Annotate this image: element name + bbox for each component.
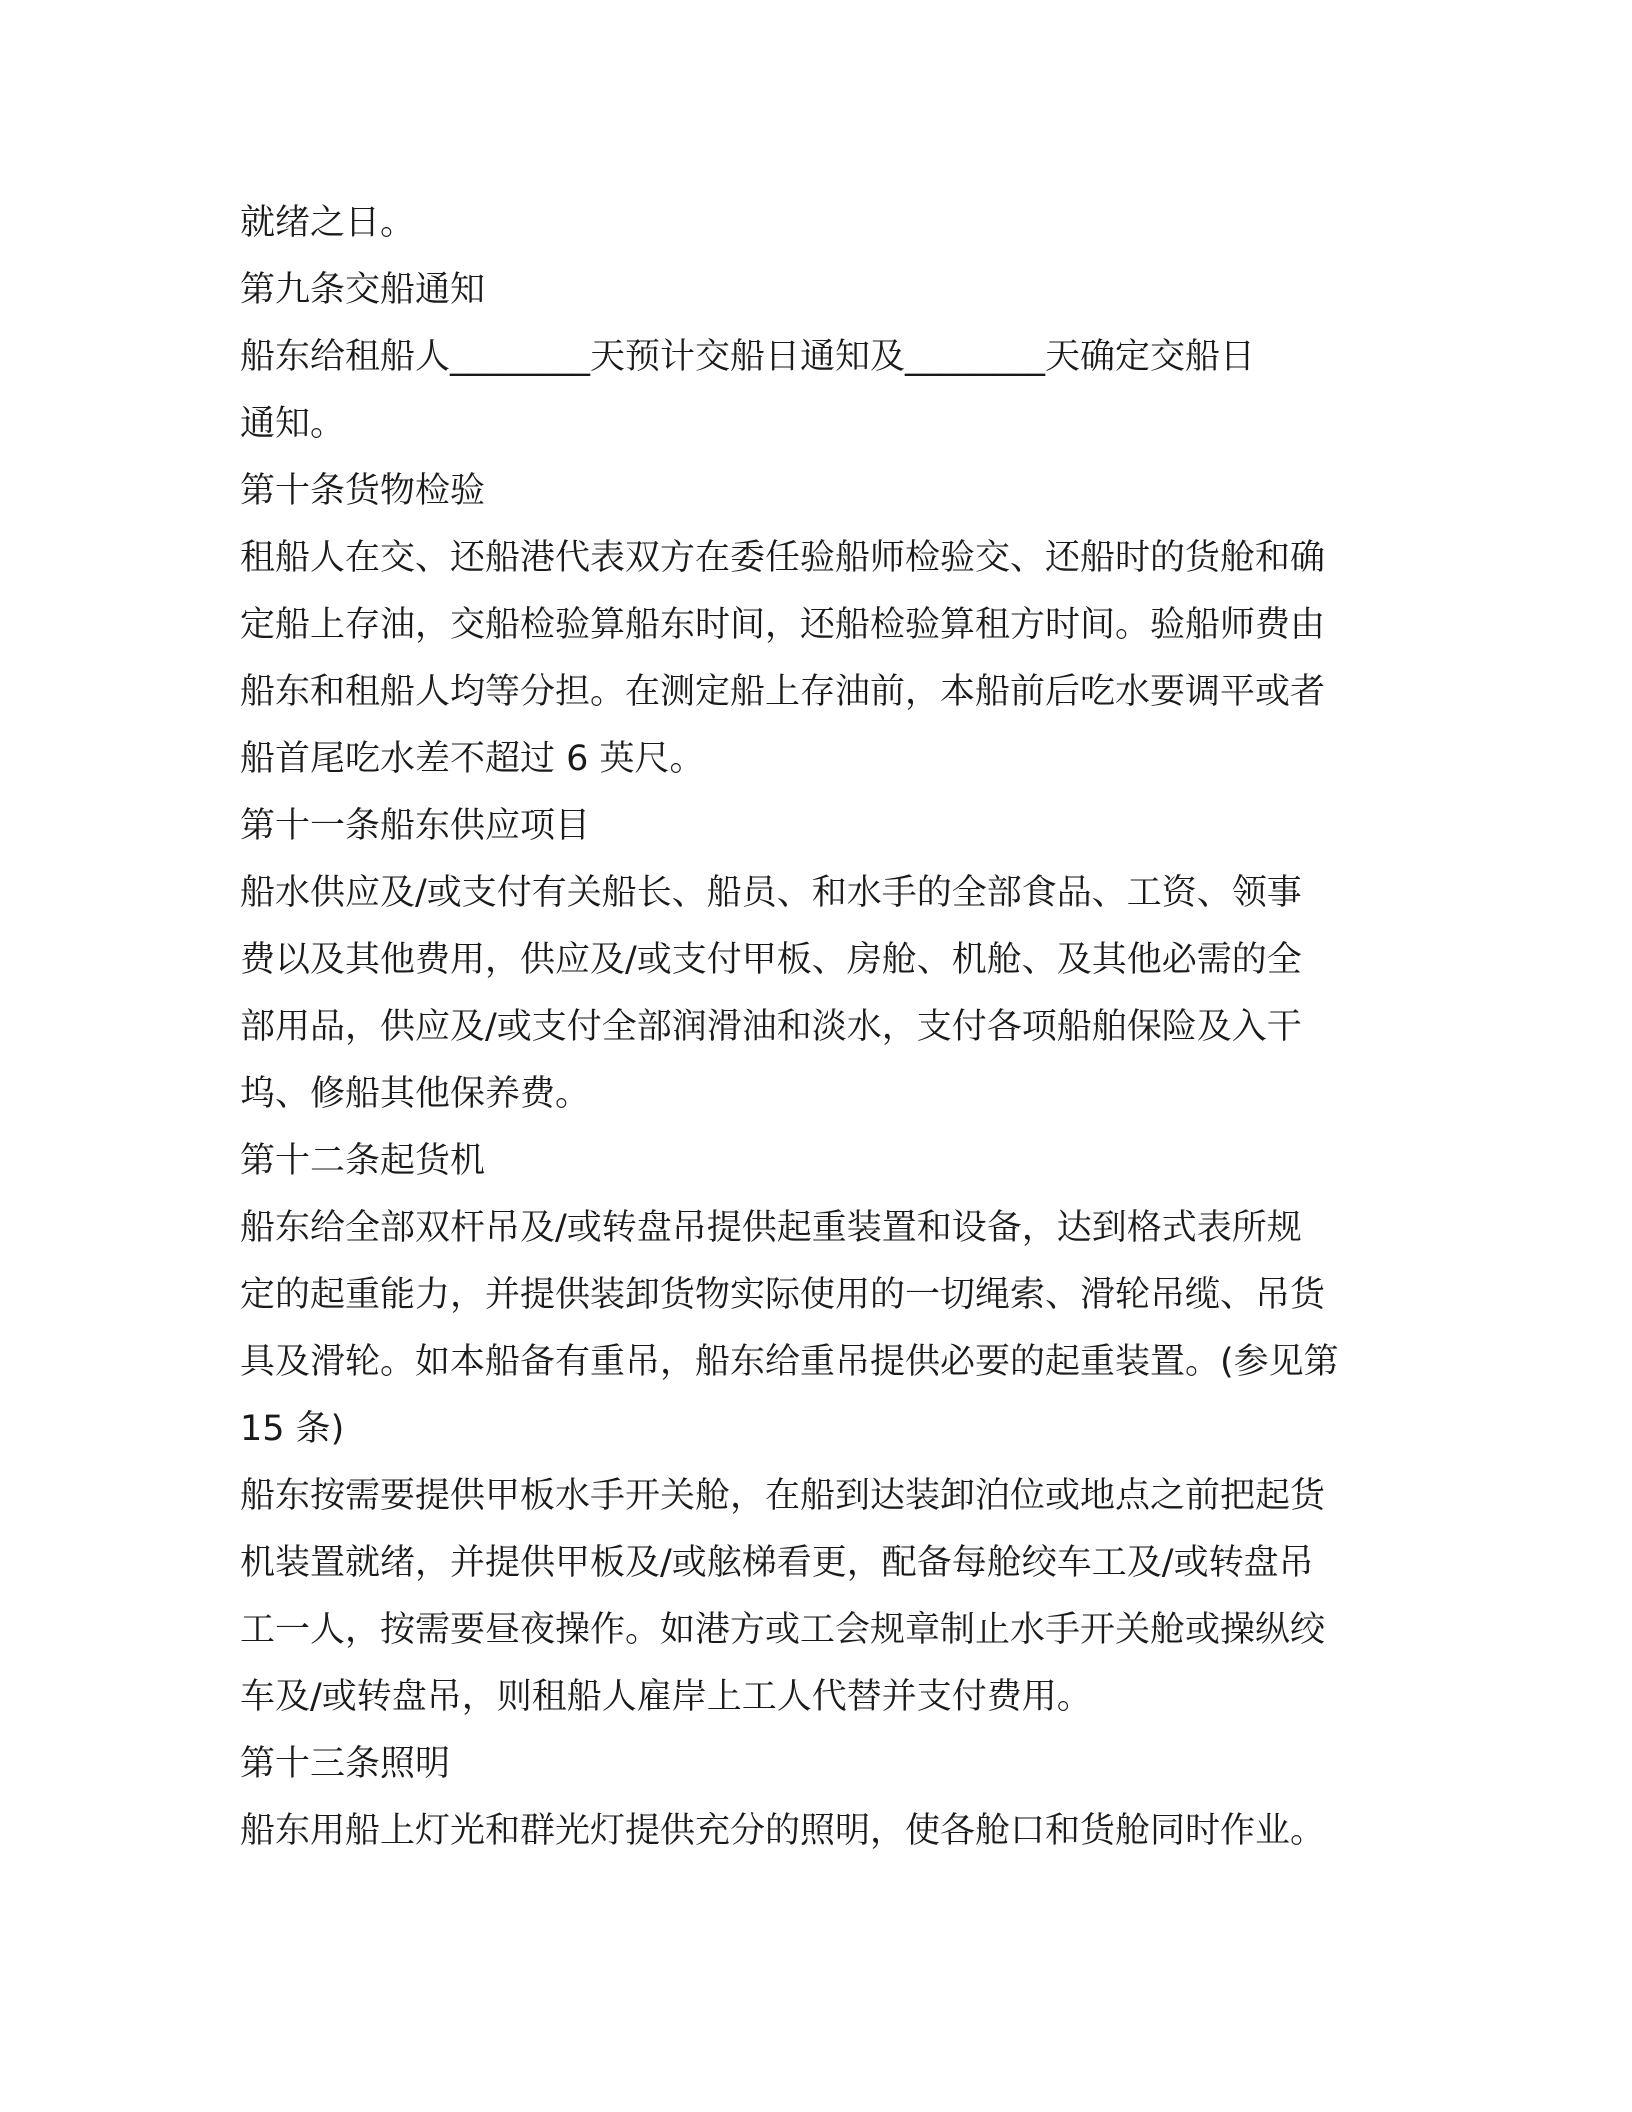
article-11-text: 坞、修船其他保养费。 [240, 1074, 591, 1114]
article-12-text: 船东给全部双杆吊及/或转盘吊提供起重装置和设备，达到格式表所规 [240, 1208, 1302, 1248]
article-10-text: 租船人在交、还船港代表双方在委任验船师检验交、还船时的货舱和确 [240, 538, 1326, 578]
article-9-text: 通知。 [240, 404, 346, 444]
article-12-text: 具及滑轮。如本船备有重吊，船东给重吊提供必要的起重装置。(参见第 [240, 1342, 1339, 1382]
article-11-text: 部用品，供应及/或支付全部润滑油和淡水，支付各项船舶保险及入干 [240, 1007, 1302, 1047]
article-12-text: 船东按需要提供甲板水手开关舱，在船到达装卸泊位或地点之前把起货 [240, 1476, 1326, 1516]
article-10-text: 船东和租船人均等分担。在测定船上存油前，本船前后吃水要调平或者 [240, 672, 1326, 712]
article-13-text: 船东用船上灯光和群光灯提供充分的照明，使各舱口和货舱同时作业。 [240, 1811, 1326, 1851]
article-12-text: 车及/或转盘吊，则租船人雇岸上工人代替并支付费用。 [240, 1677, 1092, 1717]
article-12-text: 机装置就绪，并提供甲板及/或舷梯看更，配备每舱绞车工及/或转盘吊 [240, 1543, 1314, 1583]
article-12-text: 工一人，按需要昼夜操作。如港方或工会规章制止水手开关舱或操纵绞 [240, 1610, 1326, 1650]
article-9-text: 船东给租船人________天预计交船日通知及________天确定交船日 [240, 337, 1256, 377]
article-9-heading: 第九条交船通知 [240, 270, 486, 310]
article-10-heading: 第十条货物检验 [240, 471, 486, 511]
article-12-text: 定的起重能力，并提供装卸货物实际使用的一切绳索、滑轮吊缆、吊货 [240, 1275, 1326, 1315]
text-line-continuation: 就绪之日。 [240, 203, 416, 243]
article-11-heading: 第十一条船东供应项目 [240, 806, 591, 846]
article-10-text: 定船上存油，交船检验算船东时间，还船检验算租方时间。验船师费由 [240, 605, 1326, 645]
article-12-heading: 第十二条起货机 [240, 1141, 486, 1181]
document-page [240, 190, 1390, 1865]
article-11-text: 费以及其他费用，供应及/或支付甲板、房舱、机舱、及其他必需的全 [240, 940, 1302, 980]
article-10-text: 船首尾吃水差不超过 6 英尺。 [240, 739, 705, 779]
article-11-text: 船水供应及/或支付有关船长、船员、和水手的全部食品、工资、领事 [240, 873, 1302, 913]
article-12-text: 15 条) [240, 1409, 345, 1449]
article-13-heading: 第十三条照明 [240, 1744, 451, 1784]
